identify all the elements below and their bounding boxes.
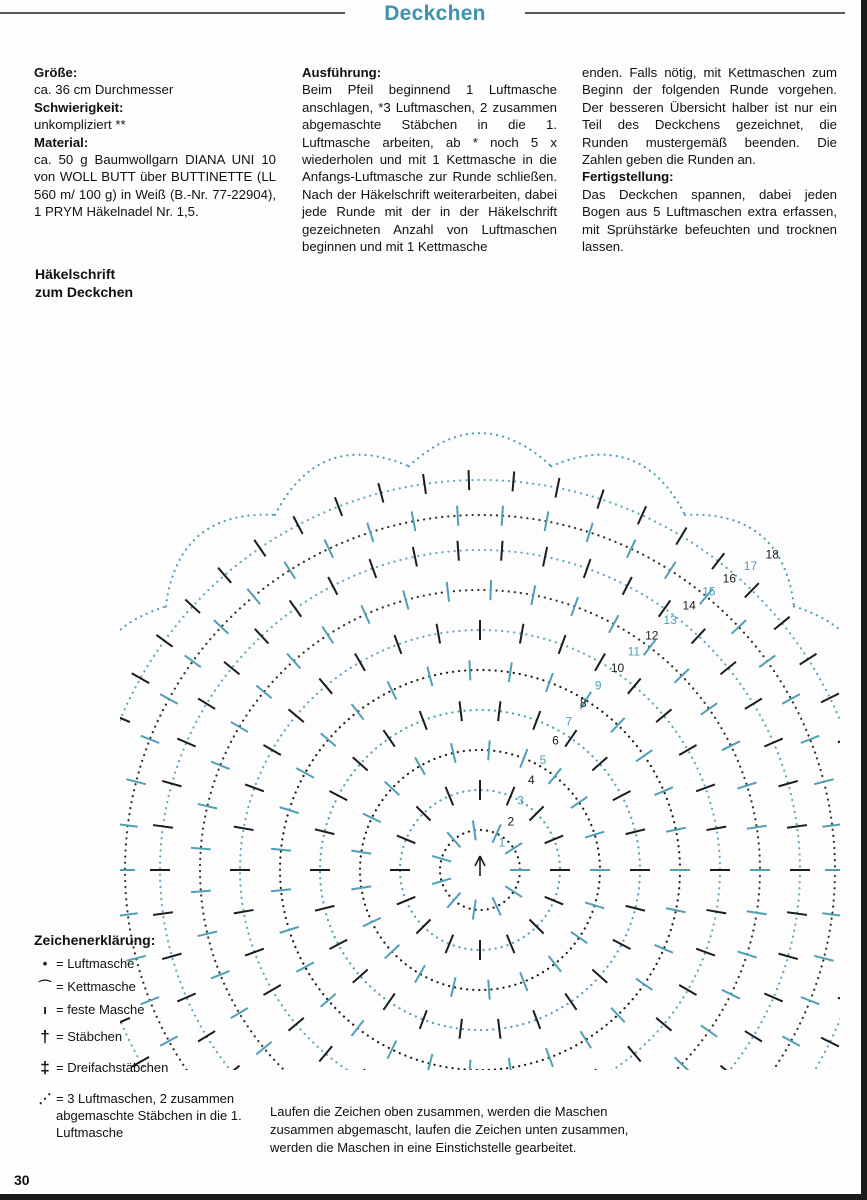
stitch-mark (177, 739, 195, 747)
scan-border-bottom (0, 1194, 867, 1200)
stitch-mark (388, 1041, 397, 1059)
stitch-mark (585, 902, 604, 908)
stitch-mark (745, 583, 759, 597)
stitch-mark (595, 1069, 605, 1070)
legend-item-cluster (34, 1090, 254, 1141)
legend-item-single (34, 1001, 254, 1018)
stitch-mark (533, 711, 540, 730)
stitch-mark (120, 714, 130, 722)
stitch-mark (545, 836, 563, 844)
stitch-mark (315, 906, 334, 911)
round-number-label: 2 (507, 814, 515, 829)
stitch-mark (355, 1069, 365, 1070)
scallop-edge (794, 606, 840, 729)
stitch-mark (565, 730, 576, 746)
stitch-mark (782, 694, 800, 704)
round-number-label: 15 (702, 584, 716, 599)
stitch-mark (502, 506, 503, 526)
stitch-mark (160, 694, 178, 704)
stitch-mark (403, 590, 408, 609)
stitch-mark (329, 791, 347, 800)
stitch-mark (745, 699, 762, 709)
stitch-mark (764, 739, 782, 747)
stitch-mark (280, 807, 299, 813)
stitch-mark (446, 935, 454, 953)
stitch-mark (800, 654, 817, 665)
stitch-mark (329, 940, 347, 949)
stitch-mark (457, 541, 458, 561)
stitch-mark (701, 1025, 717, 1037)
stitch-mark (787, 912, 807, 915)
stitch-mark (288, 709, 303, 722)
stitch-mark (385, 782, 400, 796)
stitch-mark (153, 912, 173, 915)
stitch-mark (559, 635, 566, 654)
stitch-mark (296, 962, 313, 972)
round-number-label: 12 (645, 628, 659, 643)
legend-label: = Dreifachstäbchen (56, 1060, 169, 1075)
stitch-mark (584, 559, 591, 578)
stitch-mark (498, 1019, 500, 1039)
stitch-mark (737, 951, 756, 957)
round-number-label: 17 (743, 558, 758, 573)
stitch-mark (234, 827, 254, 830)
legend-label: = Luftmasche (56, 956, 135, 971)
stitch-mark (822, 913, 840, 916)
round-number-label: 3 (517, 793, 524, 808)
stitch-mark (469, 470, 470, 490)
specs-column (34, 64, 276, 221)
legend-label: = Stäbchen (56, 1029, 123, 1044)
stitch-mark (628, 1046, 641, 1061)
stitch-mark (469, 660, 470, 680)
size-label: Größe: (34, 65, 78, 80)
size-value: ca. 36 cm Durchmesser (34, 82, 174, 98)
stitch-mark (501, 541, 502, 561)
stitch-mark (321, 994, 336, 1007)
header-rule-left (0, 12, 345, 14)
stitch-mark (271, 889, 291, 891)
stitch-mark (355, 653, 365, 670)
stitch-mark (595, 653, 605, 670)
stitch-mark (383, 730, 394, 746)
stitch-mark (211, 762, 230, 769)
stitch-mark (457, 506, 458, 526)
stitch-mark (571, 797, 588, 808)
stitch-mark (460, 1019, 462, 1039)
stitch-mark (328, 577, 337, 595)
stitch-mark (764, 994, 782, 1002)
slip-stitch-icon: ⌒ (38, 979, 52, 994)
stitch-mark (254, 540, 265, 557)
stitch-mark (120, 913, 138, 916)
stitch-mark (460, 701, 462, 721)
stitch-mark (722, 990, 740, 999)
scan-border-right (861, 0, 867, 1200)
stitch-mark (369, 559, 376, 578)
stitch-mark (263, 745, 280, 755)
stitch-mark (367, 523, 373, 542)
stitch-mark (759, 655, 775, 667)
stitch-mark (509, 662, 512, 682)
stitch-mark (627, 540, 636, 558)
stitch-mark (492, 897, 500, 915)
scallop-edge (551, 455, 685, 515)
instructions-label: Ausführung: (302, 65, 382, 80)
chain-stitch-icon: • (42, 956, 48, 971)
header-rule-right (525, 12, 845, 14)
stitch-mark (162, 781, 181, 786)
stitch-mark (288, 1018, 303, 1031)
stitch-mark (623, 577, 632, 595)
stitch-mark (546, 1048, 553, 1067)
instructions-column (302, 64, 557, 255)
stitch-mark (720, 662, 736, 675)
stitch-mark (546, 673, 553, 692)
stitch-mark (731, 620, 746, 634)
stitch-mark (473, 821, 476, 841)
legend (34, 932, 254, 1147)
start-arrow-icon (475, 856, 485, 876)
stitch-mark (437, 624, 440, 644)
stitch-mark (214, 620, 229, 634)
stitch-mark (665, 562, 676, 579)
stitch-mark (505, 843, 522, 854)
stitch-mark (490, 580, 491, 600)
cluster-icon: ⋰ (38, 1091, 52, 1106)
stitch-mark (592, 757, 607, 770)
stitch-mark (353, 757, 368, 770)
stitch-mark (679, 985, 696, 995)
stitch-mark (712, 553, 724, 569)
stitch-mark (571, 932, 588, 943)
round-number-label: 8 (579, 696, 587, 711)
stitch-mark (520, 749, 527, 768)
legend-item-slip (34, 978, 254, 995)
stitch-mark (263, 985, 280, 995)
legend-title: Zeichenerklärung: (34, 932, 156, 948)
stitch-mark (565, 993, 576, 1009)
stitch-mark (280, 927, 299, 933)
stitch-mark (198, 699, 215, 709)
stitch-mark (416, 806, 430, 820)
stitch-mark (351, 1020, 363, 1036)
stitch-mark (397, 836, 415, 844)
page-title: Deckchen (384, 2, 486, 25)
stitch-mark (821, 1038, 839, 1047)
stitch-mark (120, 824, 138, 827)
stitch-mark (271, 849, 291, 851)
legend-item-double (34, 1028, 254, 1045)
stitch-mark (256, 685, 271, 698)
difficulty-value: unkompliziert ** (34, 117, 126, 133)
stitch-mark (782, 1036, 800, 1046)
stitch-mark (363, 918, 381, 927)
round-number-label: 5 (539, 753, 547, 768)
stitch-mark (423, 474, 426, 494)
finishing-text: Das Deckchen spannen, dabei jeden Bogen aus 5 Luftmaschen extra erfassen, mit Sprühstärke befeuchten und trocknen lassen. (582, 186, 837, 255)
stitch-mark (581, 1031, 592, 1048)
stitch-mark (722, 741, 740, 750)
stitch-mark (531, 585, 535, 605)
round-number-label: 18 (765, 547, 779, 562)
chain-ring (240, 630, 720, 1070)
stitch-mark (611, 1008, 625, 1022)
stitch-mark (319, 1046, 332, 1061)
instructions-text: Beim Pfeil beginnend 1 Luftmasche anschlagen, *3 Luftmaschen, 2 zusammen abgemaschte Stäbchen in die 1. Luftmasche arbeiten, ab * noch 5 x wiederholen und mit 1 Kettmasche in die Anfangs-Luftmasche zur Runde schließen. Nach der Häkelschrift weiterarbeiten, dabei jede Runde mit der in der Häkelschrift gezeichneten Anzahl von Luftmaschen beginnen und mit 1 Kettmasche (302, 82, 557, 255)
stitch-mark (469, 1060, 470, 1070)
round-number-label: 10 (610, 660, 625, 675)
stitch-mark (351, 704, 363, 720)
stitch-mark (838, 998, 840, 1005)
stitch-mark (656, 709, 671, 722)
stitch-mark (363, 814, 381, 823)
stitch-mark (488, 980, 489, 1000)
diagram-title (35, 265, 133, 301)
stitch-mark (256, 1042, 271, 1055)
stitch-mark (692, 629, 706, 644)
stitch-mark (613, 791, 631, 800)
stitch-mark (549, 956, 561, 972)
stitch-mark (498, 701, 500, 721)
stitch-mark (549, 768, 561, 784)
round-number-label: 13 (663, 612, 677, 627)
round-number-label: 16 (722, 571, 737, 586)
stitch-mark (638, 506, 646, 524)
stitch-mark (821, 694, 839, 703)
stitch-mark (447, 582, 449, 602)
stitch-mark (676, 527, 686, 544)
stitch-mark (290, 600, 302, 616)
diagram-title-line2: zum Deckchen (35, 284, 134, 300)
stitch-mark (218, 568, 231, 583)
stitch-mark (156, 635, 172, 647)
stitch-mark (132, 673, 149, 683)
stitch-mark (801, 997, 820, 1004)
stitch-mark (383, 993, 394, 1009)
stitch-mark (319, 678, 332, 693)
stitch-mark (628, 678, 641, 693)
stitch-mark (185, 655, 201, 667)
stitch-mark (293, 516, 302, 534)
stitch-mark (353, 969, 368, 982)
stitch-mark (613, 940, 631, 949)
stitch-mark (321, 733, 336, 746)
stitch-mark (507, 787, 515, 805)
stitch-mark (296, 768, 313, 778)
stitch-mark (609, 615, 619, 633)
instructions-continuation: enden. Falls nötig, mit Kettmaschen zum Beginn der folgenden Runde vorgehen. Der besseren Übersicht halber ist nur ein Teil des Deckchens gezeichnet, die Runden mustergemäß beenden. Die Zahlen geben die Runden an. (582, 65, 837, 168)
stitch-mark (787, 825, 807, 828)
stitch-mark (397, 897, 415, 905)
stitch-mark (322, 627, 333, 644)
material-value: ca. 50 g Baumwollgarn DIANA UNI 10 von WOLL BUTT über BUTTINETTE (LL 560 m/ 100 g) in Weiß (B.-Nr. 77-22904), 1 PRYM Häkelnadel Nr. 1,5. (34, 152, 276, 220)
stitch-mark (473, 900, 476, 920)
stitch-mark (388, 681, 397, 699)
stitch-mark (415, 757, 425, 774)
stitch-mark (571, 597, 578, 616)
stitch-mark (361, 605, 369, 623)
stitch-mark (415, 965, 425, 982)
legend-item-triple (34, 1059, 254, 1076)
stitch-mark (231, 722, 248, 732)
stitch-mark (701, 703, 717, 715)
stitch-mark (720, 1066, 736, 1070)
stitch-mark (505, 886, 522, 897)
scallop-edge (120, 606, 166, 729)
scallop-edge (409, 433, 551, 466)
round-number-label: 14 (682, 598, 696, 613)
stitch-mark (679, 745, 696, 755)
stitch-mark (427, 1054, 432, 1070)
stitch-mark (656, 1018, 671, 1031)
footnote: Laufen die Zeichen oben zusammen, werden die Maschen zusammen abgemascht, laufen die Zeichen unten zusammen, werden die Maschen in eine Einstichstelle gearbeitet. (270, 1104, 629, 1155)
legend-label: = Kettmasche (56, 979, 136, 994)
round-number-label: 11 (627, 644, 641, 659)
legend-label: = feste Masche (56, 1002, 145, 1017)
stitch-mark (224, 662, 240, 675)
stitch-mark (284, 562, 295, 579)
stitch-mark (636, 979, 652, 990)
triple-crochet-icon: ‡ (40, 1058, 50, 1077)
round-number-label: 6 (552, 733, 559, 748)
round-number-label: 1 (498, 835, 506, 850)
stitch-mark (191, 891, 211, 893)
stitch-mark (611, 718, 625, 732)
stitch-mark (838, 736, 840, 743)
material-label: Material: (34, 134, 89, 150)
stitch-mark (247, 589, 260, 604)
stitch-mark (191, 848, 211, 850)
stitch-mark (153, 825, 173, 828)
finishing-label: Fertigstellung: (582, 169, 674, 185)
page-number: 30 (14, 1172, 30, 1188)
stitch-mark (545, 897, 563, 905)
double-crochet-icon: † (40, 1027, 50, 1046)
stitch-mark (636, 750, 652, 761)
stitch-mark (420, 711, 427, 730)
legend-item-chain (34, 955, 254, 972)
legend-label: = 3 Luftmaschen, 2 zusammen abgemaschte Stäbchen in die 1. Luftmasche (56, 1091, 242, 1140)
stitch-mark (488, 740, 489, 760)
stitch-mark (509, 1058, 512, 1070)
round-number-label: 7 (565, 714, 573, 729)
stitch-mark (325, 540, 334, 558)
diagram-title-line1: Häkelschrift (35, 266, 116, 282)
continuation-column (582, 64, 837, 255)
stitch-mark (513, 471, 515, 491)
round-number-label: 4 (527, 773, 535, 788)
stitch-mark (745, 1031, 762, 1041)
difficulty-label: Schwierigkeit: (34, 99, 124, 115)
single-crochet-icon: ı (43, 1002, 47, 1017)
round-number-label: 9 (594, 678, 602, 693)
stitch-mark (655, 945, 673, 953)
stitch-mark (774, 617, 789, 630)
